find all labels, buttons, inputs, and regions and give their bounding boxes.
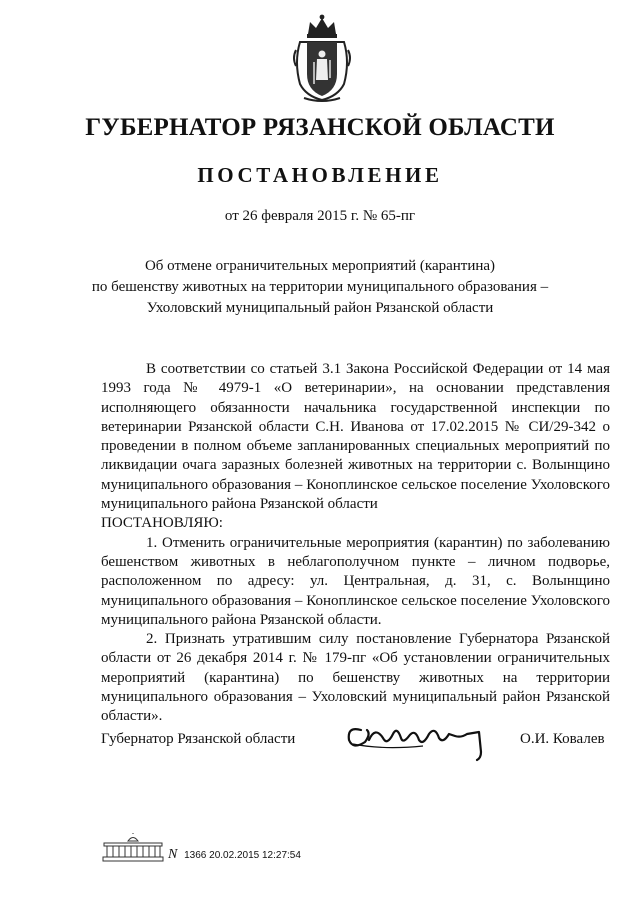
document-type: ПОСТАНОВЛЕНИЕ: [197, 163, 443, 187]
registration-mark: N: [168, 847, 178, 862]
clause-1: 1. Отменить ограничительные мероприятия (карантин) по заболеванию бешенством животных в неблагополучном пункте – личном подворье, расположенном по адресу: ул. Центральная, д. 31, с. Волынщино муниципального образования – Коноплинское сельское поселение Ухоловского муниципального района Рязанской области.: [101, 534, 610, 628]
subject-line: Об отмене ограничительных мероприятий (карантина): [144, 258, 496, 274]
date-and-number: от 26 февраля 2015 г. № 65-пг: [224, 208, 416, 224]
decree-word: ПОСТАНОВЛЯЮ:: [101, 515, 223, 532]
registration-record: 1366 20.02.2015 12:27:54: [184, 850, 301, 861]
subject-line: Ухоловский муниципальный район Рязанской области: [146, 300, 494, 316]
registration-footer: [168, 847, 301, 863]
handwritten-signature: [343, 716, 503, 762]
document-body: [101, 360, 610, 727]
authority-title: ГУБЕРНАТОР РЯЗАНСКОЙ ОБЛАСТИ: [85, 114, 555, 141]
coat-of-arms-icon: [290, 12, 354, 104]
signatory-name: О.И. Ковалев: [520, 731, 605, 747]
clause-2: 2. Признать утратившим силу постановление Губернатора Рязанской области от 26 декабря 2014 г. № 179-пг «Об установлении ограничительных мероприятий (карантина) по бешенству животных на территории муниципального образования – Ухоловский муниципальный район Рязанской области».: [101, 631, 610, 725]
government-building-icon: [102, 833, 164, 863]
document-subject: [90, 256, 550, 319]
subject-line: по бешенству животных на территории муниципального образования –: [91, 279, 549, 295]
preamble-paragraph: В соответствии со статьей 3.1 Закона Российской Федерации от 14 мая 1993 года № 4979-1 «О ветеринарии», на основании представления исполняющего обязанности начальника государственной инспекции по ветеринарии Рязанской области С.Н. Иванова от 17.02.2015 № СИ/29-342 о проведении в полном объеме запланированных специальных мероприятий по ликвидации очага заразных болезней животных на территории с. Волынщино муниципального образования – Коноплинское сельское поселение Ухоловского муниципального района Рязанской области: [101, 361, 610, 513]
signatory-position: Губернатор Рязанской области: [101, 731, 296, 747]
